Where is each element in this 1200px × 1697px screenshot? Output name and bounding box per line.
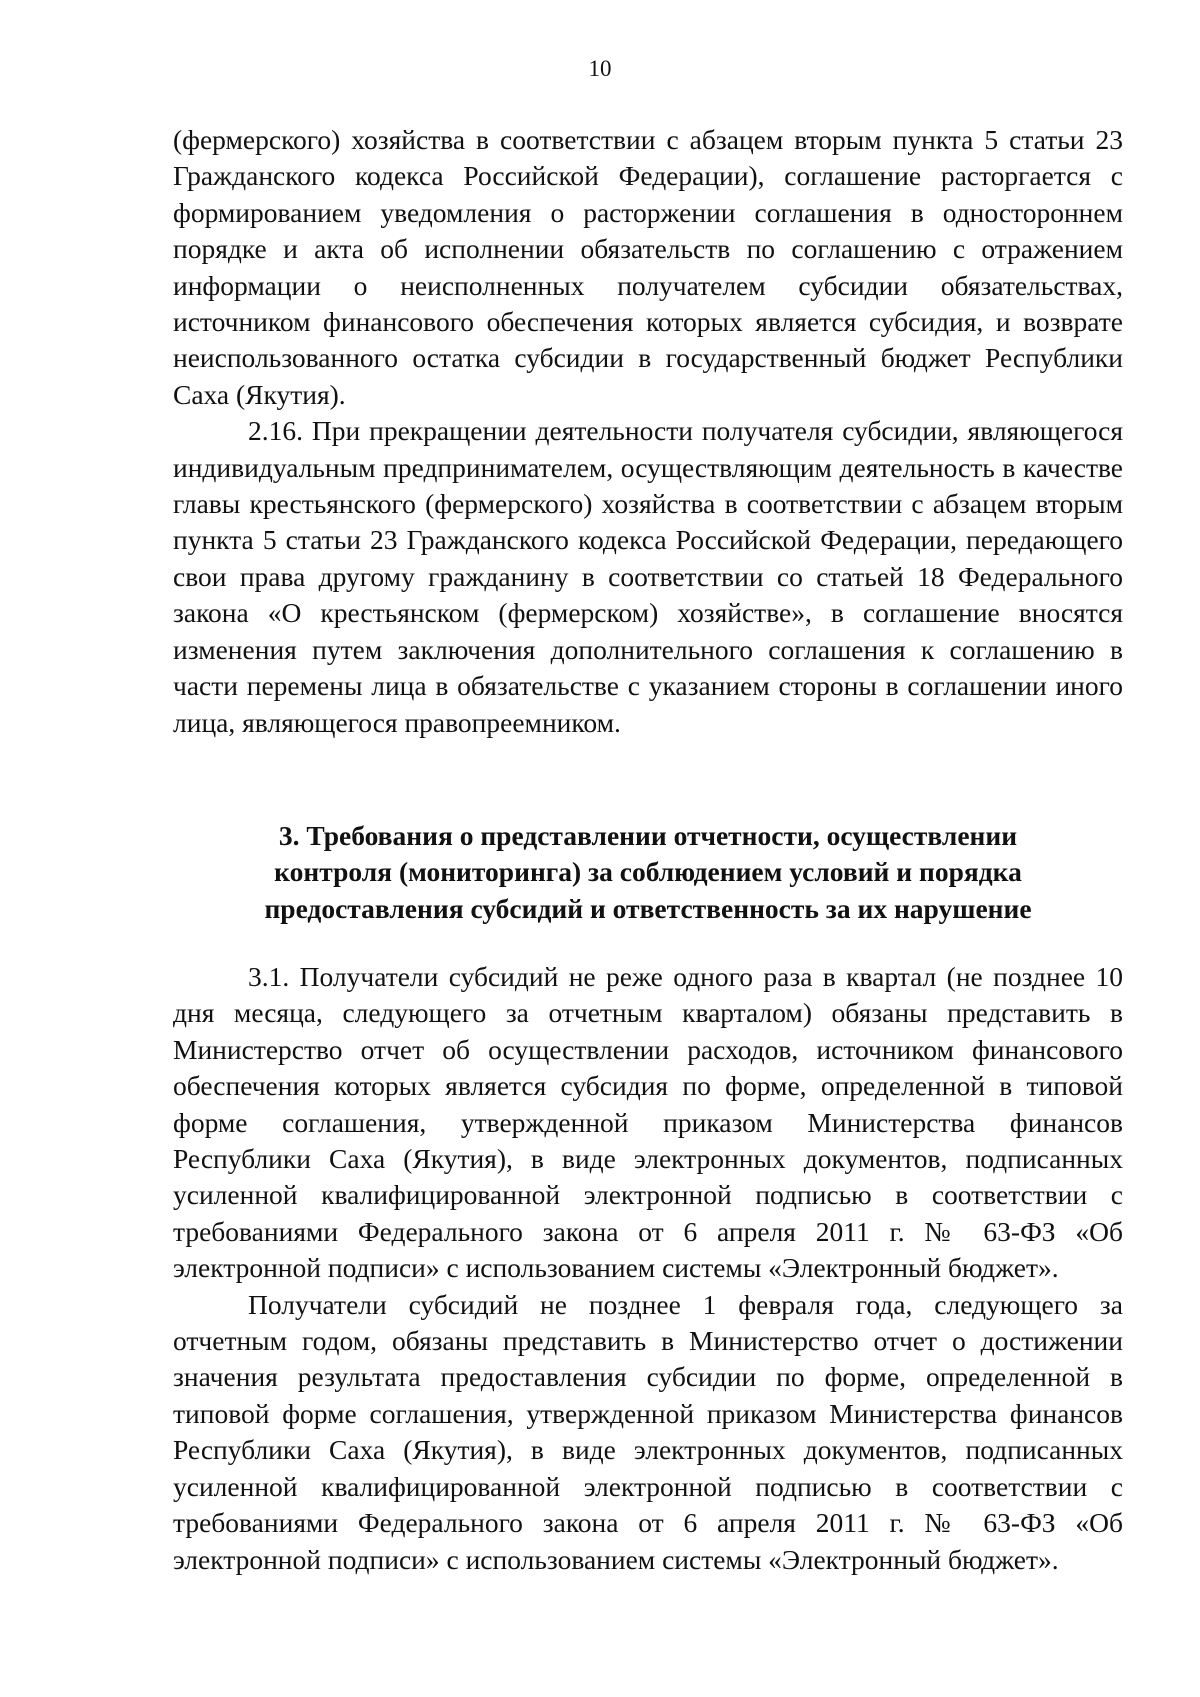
text-block-bottom: [173, 959, 1123, 1578]
paragraph-2-16: 2.16. При прекращении деятельности получателя субсидии, являющегося индивидуальным предпринимателем, осуществляющим деятельность в качестве главы крестьянского (фермерского) хозяйства в соответствии с абзацем вторым пункта 5 статьи 23 Гражданского кодекса Российской Федерации, передающего свои права другому гражданину в соответствии со статьей 18 Федерального закона «О крестьянском (фермерском) хозяйстве», в соглашение вносятся изменения путем заключения дополнительного соглашения к соглашению в части перемены лица в обязательстве с указанием стороны в соглашении иного лица, являющегося правопреемником.: [173, 415, 1123, 738]
paragraph-continuation: (фермерского) хозяйства в соответствии с абзацем вторым пункта 5 статьи 23 Гражданского кодекса Российской Федерации), соглашение расторгается с формированием уведомления о расторжении соглашения в одностороннем порядке и акта об исполнении обязательств по соглашению с отражением информации о неисполненных получателем субсидии обязательствах, источником финансового обеспечения которых является субсидия, и возврате неиспользованного остатка субсидии в государственный бюджет Республики Саха (Якутия).: [173, 124, 1123, 410]
paragraph-annual-report: Получатели субсидий не позднее 1 февраля года, следующего за отчетным годом, обязаны представить в Министерство отчет о достижении значения результата предоставления субсидии по форме, определенной в типовой форме соглашения, утвержденной приказом Министерства финансов Республики Саха (Якутия), в виде электронных документов, подписанных усиленной квалифицированной электронной подписью в соответствии с требованиями Федерального закона от 6 апреля 2011 г. № 63-ФЗ «Об электронной подписи» с использованием системы «Электронный бюджет».: [173, 1288, 1123, 1575]
text-block-top: [173, 122, 1123, 741]
section-heading: [173, 818, 1123, 927]
section-heading-line-3: предоставления субсидий и ответственность за их нарушение: [264, 892, 1032, 924]
paragraph-3-1: 3.1. Получатели субсидий не реже одного раза в квартал (не позднее 10 дня месяца, следующего за отчетным кварталом) обязаны представить в Министерство отчет об осуществлении расходов, источником финансового обеспечения которых является субсидия по форме, определенной в типовой форме соглашения, утвержденной приказом Министерства финансов Республики Саха (Якутия), в виде электронных документов, подписанных усиленной квалифицированной электронной подписью в соответствии с требованиями Федерального закона от 6 апреля 2011 г. № 63-ФЗ «Об электронной подписи» с использованием системы «Электронный бюджет».: [173, 961, 1123, 1284]
section-heading-line-1: 3. Требования о представлении отчетности, осуществлении: [278, 820, 1018, 851]
page-number: 10: [588, 56, 612, 81]
section-heading-line-2: контроля (мониторинга) за соблюдением условий и порядка: [274, 856, 1022, 888]
